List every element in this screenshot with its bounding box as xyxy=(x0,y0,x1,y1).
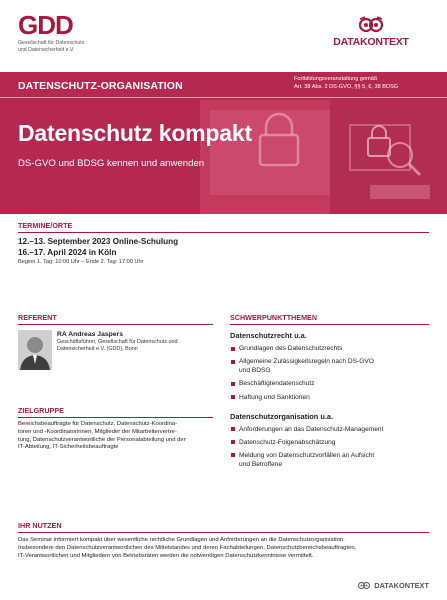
bullet-icon xyxy=(231,453,235,457)
zielgruppe-text xyxy=(18,421,213,452)
termin-times: Beginn 1. Tag: 10:00 Uhr – Ende 2. Tag: 17:00 Uhr xyxy=(18,259,144,265)
nutzen-section xyxy=(18,521,429,561)
gdd-logo-mark: GDD xyxy=(18,10,73,40)
banner-note-line-1: Fortbildungsveranstaltung gemäß xyxy=(294,76,378,82)
nutzen-line: IT-Verantwortlichen und Mitgliedern von Betriebsräten werden die notwendigen Datenschutzkenntnisse vermittelt. xyxy=(18,553,314,560)
referent-body xyxy=(18,330,213,370)
zielgruppe-line: Bereichsbeauftragte für Datenschutz, Datenschutz-Koordina- xyxy=(18,421,178,427)
list-item xyxy=(230,357,429,375)
list-item xyxy=(230,379,429,388)
list-item-text: Haftung und Sanktionen xyxy=(239,393,310,401)
referent-text xyxy=(57,330,177,370)
footer-logo-text: DATAKONTEXT xyxy=(374,581,429,590)
bullet-icon xyxy=(231,427,235,431)
list-item xyxy=(230,393,429,402)
list-item xyxy=(230,344,429,353)
owl-icon xyxy=(357,16,385,34)
nutzen-line: Insbesondere den Datenschutzverantwortlichen des Mittelstandes und deren Fachabteilungen, Datenschutzbereichsbeauftragten, xyxy=(18,545,357,552)
schwerpunkt-heading: SCHWERPUNKTTHEMEN xyxy=(230,313,429,325)
owl-icon xyxy=(357,581,371,590)
banner-note-line-2: Art. 38 Abs. 2 DS-GVO, §§ 5, 6, 38 BDSG xyxy=(294,84,399,90)
gdd-logo-subtitle xyxy=(18,40,118,53)
list-item-text: Anforderungen an das Datenschutz-Management xyxy=(239,425,384,433)
zielgruppe-section xyxy=(18,406,213,452)
referent-heading: REFERENT xyxy=(18,313,213,325)
termine-heading: TERMINE/ORTE xyxy=(18,221,429,233)
page-title: Datenschutz kompakt xyxy=(18,120,252,146)
list-item xyxy=(230,451,429,469)
nutzen-heading: IHR NUTZEN xyxy=(18,521,429,533)
list-item-text: Beschäftigtendatenschutz xyxy=(239,380,315,388)
person-icon xyxy=(18,330,52,370)
referent-desc-line-1: Geschäftsführer, Gesellschaft für Datenschutz und xyxy=(57,339,178,345)
schwerpunkt-group-2-title: Datenschutzorganisation u.a. xyxy=(230,411,334,421)
zielgruppe-line: toren und -Koordinatorinnen, Mitglieder der Mitarbeitervertre- xyxy=(18,428,177,435)
referent-desc-line-2: Datensicherheit e.V. (GDD), Bonn xyxy=(57,346,138,352)
footer-logo xyxy=(357,581,429,590)
nutzen-line: Das Seminar informiert kompakt über wesentliche rechtliche Grundlagen und Anforderungen an die Datenschutzorganisation. xyxy=(18,537,345,543)
list-item-text: Datenschutz-Folgenabschätzung xyxy=(239,438,336,446)
termin-date-2: 16.–17. April 2024 in Köln xyxy=(18,247,117,257)
gdd-logo xyxy=(18,12,118,53)
security-illustration xyxy=(200,100,447,214)
list-item-text: Allgemeine Zulässigkeitsregeln nach DS-GVO xyxy=(239,358,374,366)
schwerpunkt-group-1-list xyxy=(230,344,429,402)
bullet-icon xyxy=(231,440,235,444)
schwerpunkt-group-1-title: Datenschutzrecht u.a. xyxy=(230,331,307,340)
referent-section xyxy=(18,313,213,370)
datakontext-logo xyxy=(315,16,427,48)
gdd-subtitle-line-2: und Datensicherheit e.V. xyxy=(18,46,75,53)
list-item-text: und Betroffene xyxy=(239,460,283,468)
zielgruppe-line: tung, Datenschutzverantwortliche der Personalabteilung und der xyxy=(18,436,186,443)
zielgruppe-line: IT-Abteilung, IT-Sicherheitsbeauftragte xyxy=(18,444,119,451)
referent-photo xyxy=(18,330,52,370)
bullet-icon xyxy=(231,347,235,351)
referent-name: RA Andreas Jaspers xyxy=(57,331,123,338)
zielgruppe-heading: ZIELGRUPPE xyxy=(18,406,213,418)
list-item xyxy=(230,425,429,434)
list-item-text: Meldung von Datenschutzvorfällen an Aufsicht xyxy=(239,451,375,459)
list-item-text: und BDSG xyxy=(239,367,271,375)
title-banner xyxy=(0,72,447,214)
banner-kicker: DATENSCHUTZ-ORGANISATION xyxy=(18,80,183,92)
termin-date-1: 12.–13. September 2023 Online-Schulung xyxy=(18,237,179,246)
list-item-text: Grundlagen des Datenschutzrechts xyxy=(239,345,343,352)
referent-description xyxy=(57,339,177,353)
schwerpunkt-group-2-list xyxy=(230,425,429,469)
banner-note xyxy=(294,75,398,91)
bullet-icon xyxy=(231,395,235,399)
termine-section xyxy=(18,221,429,266)
gdd-subtitle-line-1: Gesellschaft für Datenschutz xyxy=(18,40,85,46)
nutzen-text xyxy=(18,536,429,561)
page-subtitle: DS-GVO und BDSG kennen und anwenden xyxy=(18,158,205,169)
list-item xyxy=(230,438,429,447)
bullet-icon xyxy=(231,382,235,386)
datakontext-logo-text: DATAKONTEXT xyxy=(333,36,409,48)
bullet-icon xyxy=(231,360,235,364)
schwerpunkt-section xyxy=(230,313,429,473)
